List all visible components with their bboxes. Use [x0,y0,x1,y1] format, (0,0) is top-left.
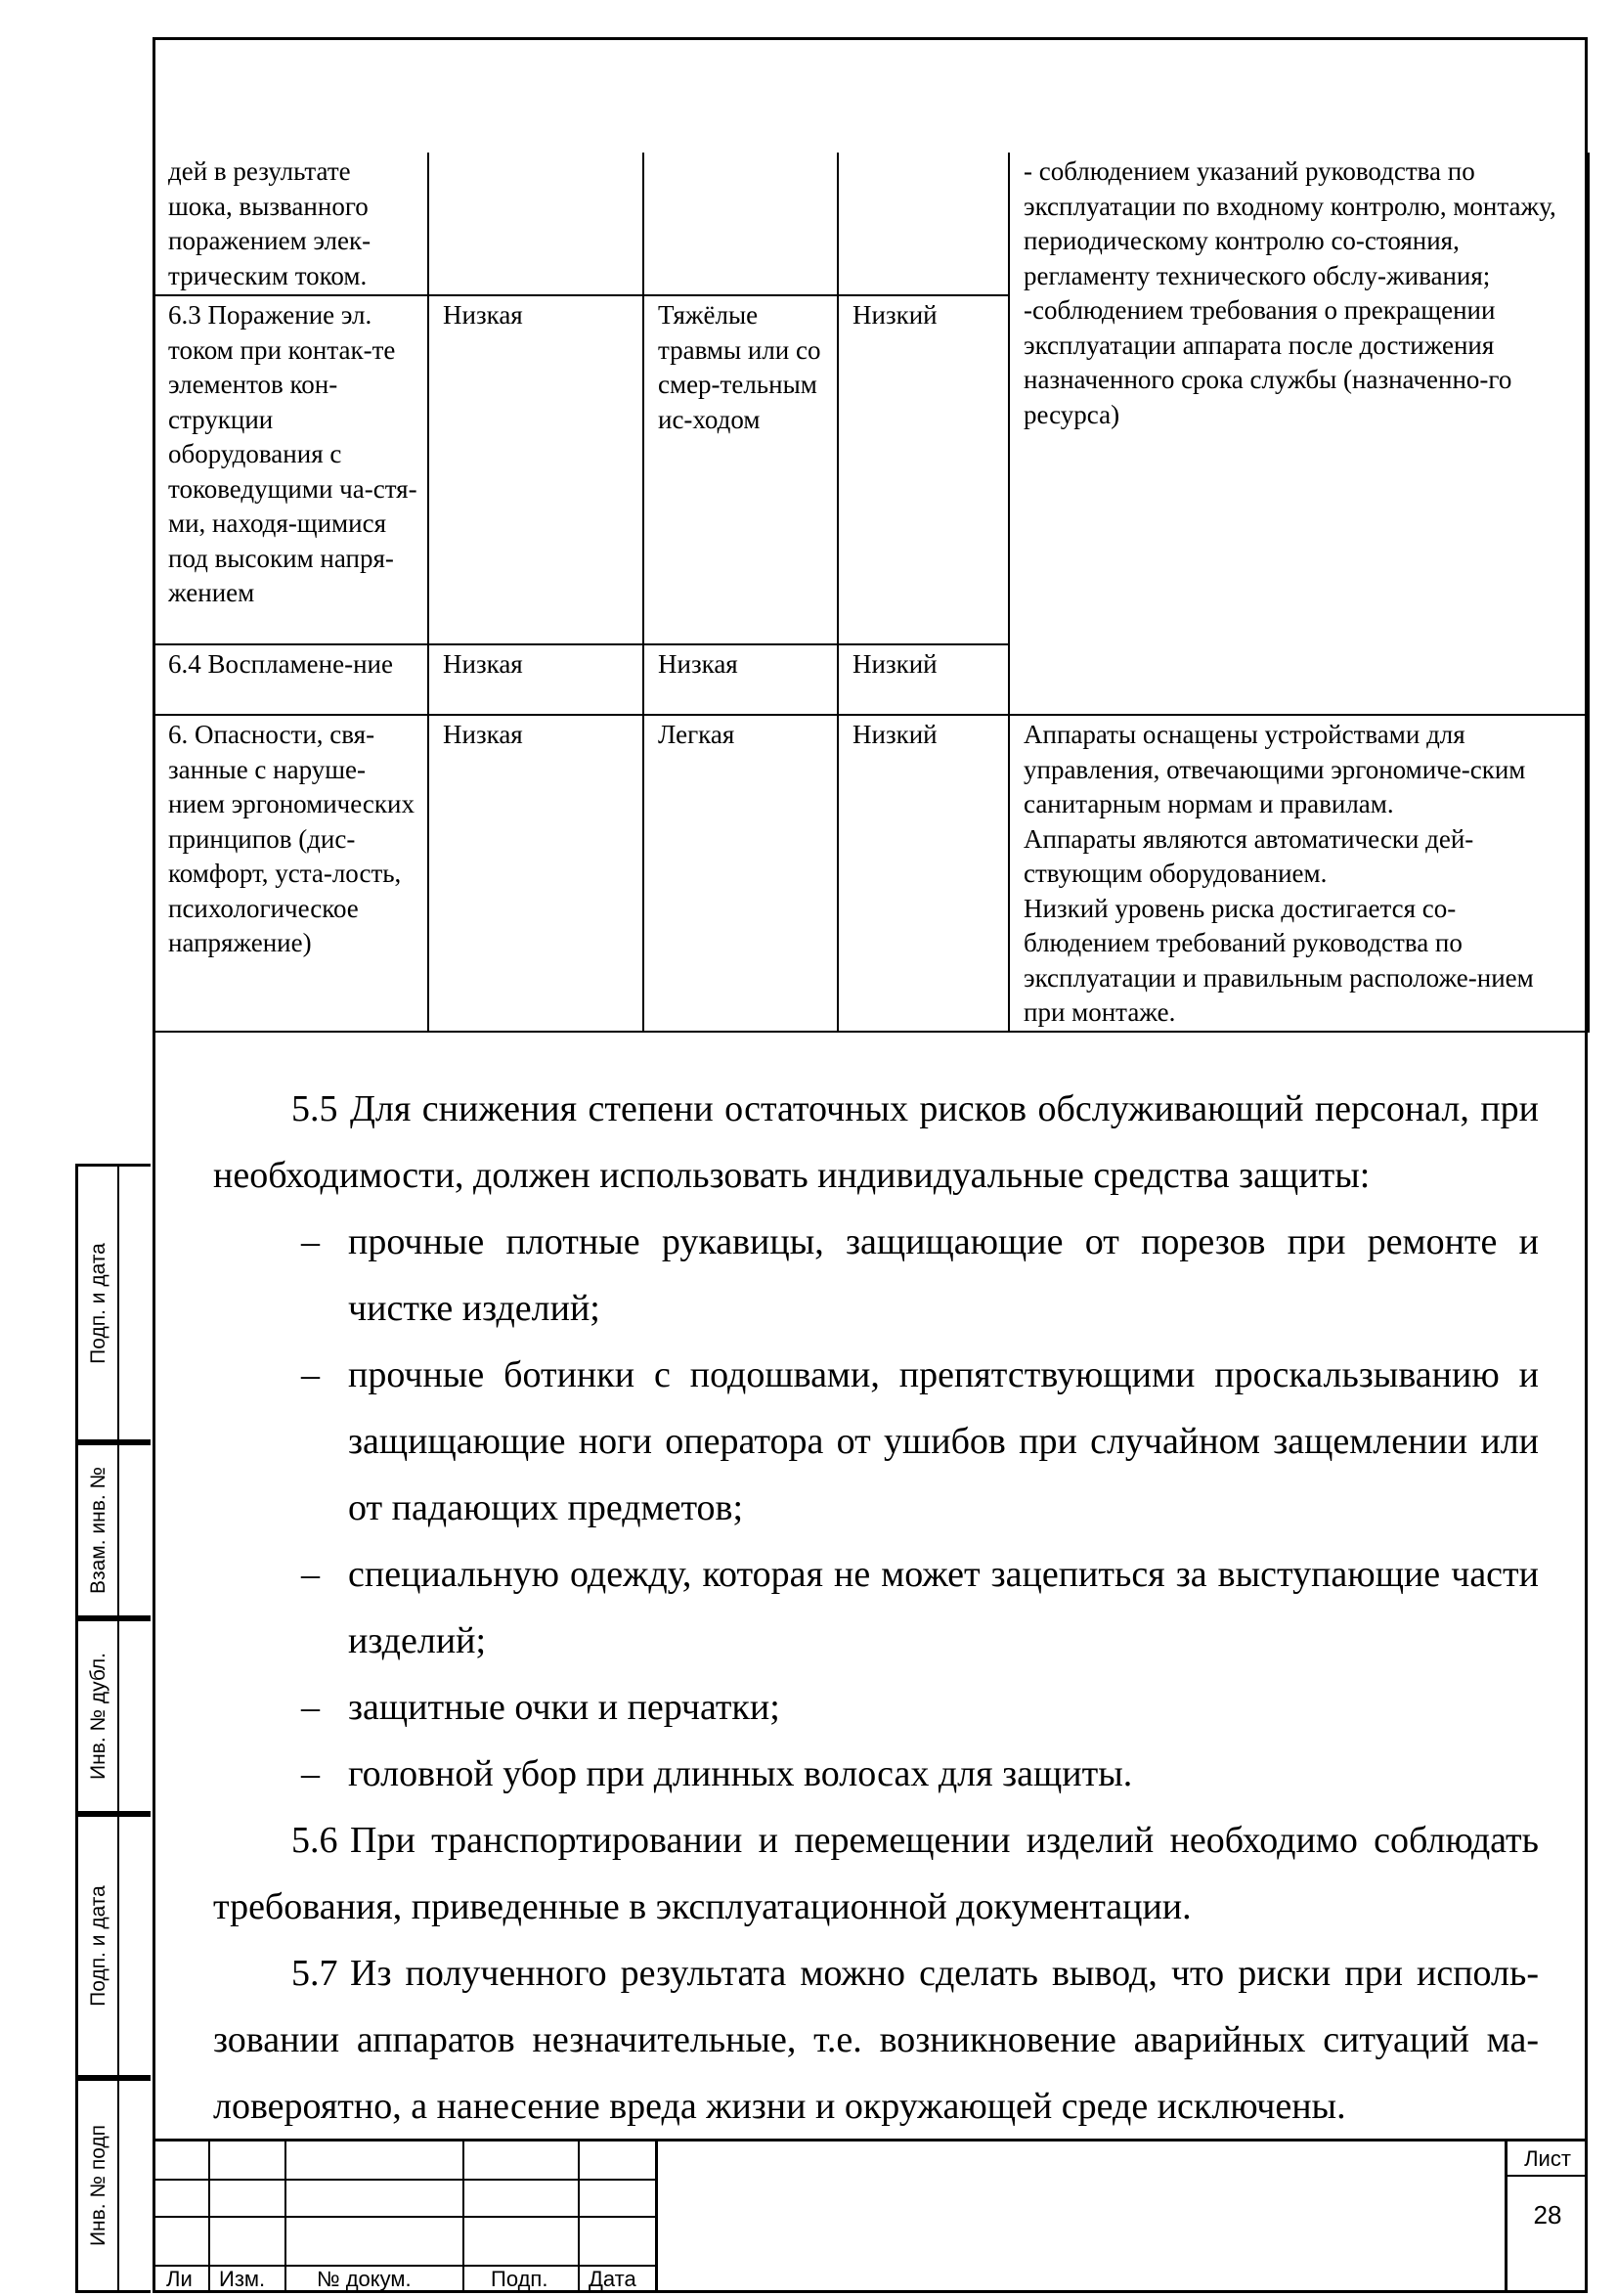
sheet-number: 28 [1533,2200,1562,2230]
risk-level-cell: Низкий [838,715,1009,1032]
severity-cell: Низкая [643,644,838,715]
list-item [213,1342,1539,1541]
label-data: Дата [589,2267,636,2291]
side-cell-podp-data-2 [75,1814,151,2078]
sheet-number-box [1505,2141,1588,2293]
probability-cell [428,153,643,295]
risk-level-cell: Низкий [838,295,1009,644]
label-n-dokum: № докум. [317,2267,412,2291]
hazard-cell: дей в результате шока, вызванного поражением элек-трическим током. [153,153,428,295]
label-izm: Изм. [219,2267,266,2291]
sheet-label: Лист [1508,2141,1588,2177]
paragraph-text: Для снижения степени остаточных рисков обслуживающий персонал, при необходимости, должен использовать индивидуальные средства защиты: [213,1088,1539,1196]
paragraph-text: Из полученного результата можно сделать вывод, что риски при исполь-зовании аппаратов незначительные, т.е. возникновение аварийных ситуаций ма-ловероятно, а нанесение вреда жизни и окружающей среде исключены. [213,1953,1539,2127]
list-item-text: специальную одежду, которая не может зацепиться за выступающие части изделий; [348,1554,1539,1661]
title-block [153,2139,1588,2293]
side-cell-inv-podl [75,2078,151,2293]
list-item [213,1541,1539,1674]
list-dash: – [301,1687,320,1728]
severity-cell: Легкая [643,715,838,1032]
risk-level-cell: Низкий [838,644,1009,715]
list-item-text: прочные ботинки с подошвами, препятствующими проскальзыванию и защищающие ноги оператора от ушибов при случайном защемлении или от падающих предметов; [348,1354,1539,1528]
revision-row [153,2141,657,2181]
list-item [213,1209,1539,1342]
side-stamp-strip [75,1164,153,2293]
side-cell-podp-data-1 [75,1164,151,1442]
paragraph-5-5 [213,1076,1539,1209]
list-item [213,1741,1539,1807]
hazard-cell: 6.3 Поражение эл. током при контак-те элементов кон-струкции оборудования с токоведущими ча-стя-ми, находя-щимися под высоким напря-жением [153,295,428,644]
paragraph-number: 5.5 [291,1088,338,1129]
paragraph-number: 5.6 [291,1820,338,1861]
probability-cell: Низкая [428,295,643,644]
paragraph-text: При транспортировании и перемещении изделий необходимо соблюдать требования, приведенные в эксплуатационной документации. [213,1820,1539,1927]
label-li: Ли [166,2267,193,2291]
risk-level-cell [838,153,1009,295]
probability-cell: Низкая [428,715,643,1032]
revision-row [153,2179,657,2218]
list-dash: – [301,1354,320,1395]
side-cell-inv-dubl [75,1618,151,1814]
revision-row [153,2216,657,2267]
list-dash: – [301,1753,320,1794]
severity-cell: Тяжёлые травмы или со смер-тельным ис-ходом [643,295,838,644]
severity-cell [643,153,838,295]
side-label-vzam-inv: Взам. инв. № [87,1466,109,1595]
list-item-text: прочные плотные рукавицы, защищающие от порезов при ремонте и чистке изделий; [348,1221,1539,1329]
side-label-inv-dubl: Инв. № дубл. [87,1652,109,1781]
risk-table [153,153,1590,1033]
paragraph-number: 5.7 [291,1953,338,1994]
paragraph-5-6 [213,1807,1539,1940]
hazard-cell: 6. Опасности, свя-занные с наруше-нием эргономических принципов (дис-комфорт, уста-лость, психологическое напряжение) [153,715,428,1032]
body-text [213,1076,1539,2140]
label-podp: Подп. [491,2267,548,2291]
measures-cell: Аппараты оснащены устройствами для управления, отвечающими эргономиче-ским санитарным нормам и правилам. Аппараты являются автоматически дей-ствующим оборудованием. Низкий уровень риска достигается со-блюдением требований руководства по эксплуатации и правильным расположе-нием при монтаже. [1009,715,1589,1032]
side-label-inv-podl: Инв. № подп [87,2124,109,2247]
list-item-text: защитные очки и перчатки; [348,1687,780,1728]
hazard-cell: 6.4 Воспламене-ние [153,644,428,715]
paragraph-5-7 [213,1940,1539,2140]
list-dash: – [301,1221,320,1262]
revision-grid [153,2141,657,2293]
side-cell-vzam-inv [75,1442,151,1618]
side-label-podp-data-1: Подп. и дата [87,1242,109,1364]
side-label-podp-data-2: Подп. и дата [87,1885,109,2007]
list-item [213,1674,1539,1741]
list-dash: – [301,1554,320,1595]
revision-labels [153,2267,657,2296]
probability-cell: Низкая [428,644,643,715]
table-row [153,153,1589,295]
measures-cell: - соблюдением указаний руководства по эксплуатации по входному контролю, монтажу, периодическому контролю со-стояния, регламенту технического обслу-живания; -соблюдением требования о прекращении эксплуатации аппарата после достижения назначенного срока службы (назначенно-го ресурса) [1009,153,1589,715]
table-row [153,715,1589,1032]
list-item-text: головной убор при длинных волосах для защиты. [348,1753,1133,1794]
